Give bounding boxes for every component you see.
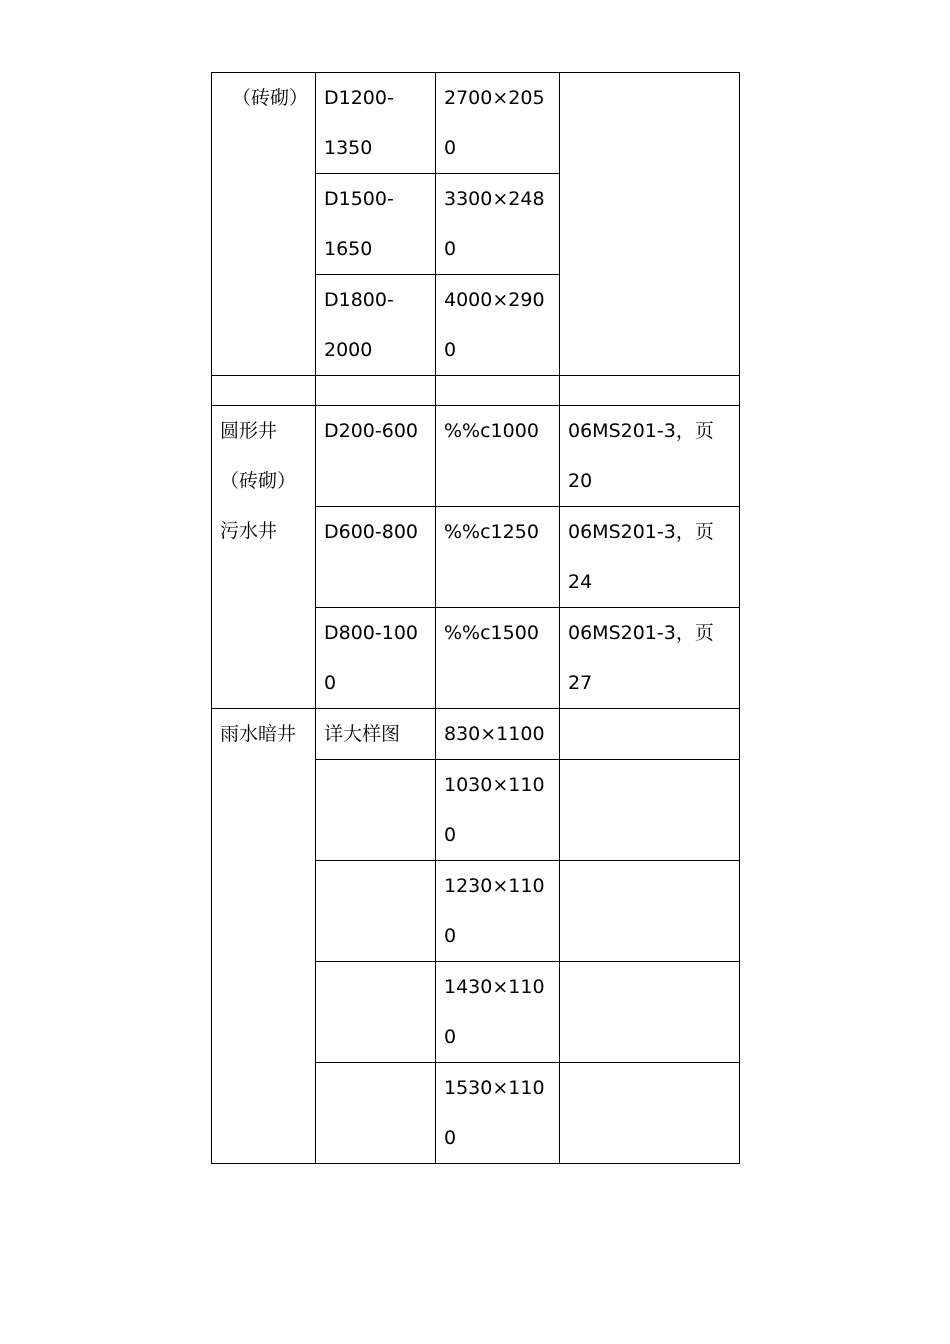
spec-cell — [316, 760, 436, 861]
spec-cell — [316, 174, 436, 275]
size-text: 1430×1100 — [444, 976, 545, 1048]
well-type-cell — [212, 709, 316, 1164]
table-row — [212, 406, 740, 507]
size-cell — [436, 275, 560, 376]
well-type-label: 圆形井 （砖砌） 污水井 — [220, 420, 297, 542]
size-cell — [436, 1063, 560, 1164]
empty-cell — [316, 376, 436, 406]
size-text: %%c1250 — [444, 521, 539, 543]
size-cell — [436, 861, 560, 962]
size-text: 4000×2900 — [444, 289, 545, 361]
reference-cell — [560, 507, 740, 608]
size-text: 830×1100 — [444, 723, 545, 745]
spec-cell — [316, 1063, 436, 1164]
empty-cell — [212, 376, 316, 406]
size-text: %%c1500 — [444, 622, 539, 644]
spec-text: 详大样图 — [324, 723, 401, 745]
reference-cell — [560, 608, 740, 709]
size-cell — [436, 760, 560, 861]
size-cell — [436, 174, 560, 275]
spec-text: D1800- 2000 — [324, 289, 394, 361]
size-text: %%c1000 — [444, 420, 539, 442]
spec-cell — [316, 275, 436, 376]
size-cell — [436, 709, 560, 760]
spec-cell — [316, 406, 436, 507]
spec-text: D1500- 1650 — [324, 188, 394, 260]
spec-text: D1200- 1350 — [324, 87, 394, 159]
table-row — [212, 73, 740, 174]
size-cell — [436, 608, 560, 709]
size-text: 1030×1100 — [444, 774, 545, 846]
reference-text: 06MS201-3，页 20 — [568, 420, 714, 492]
spec-cell — [316, 709, 436, 760]
spec-cell — [316, 608, 436, 709]
reference-text: 06MS201-3，页 24 — [568, 521, 714, 593]
size-cell — [436, 73, 560, 174]
empty-cell — [436, 376, 560, 406]
spec-cell — [316, 507, 436, 608]
well-type-cell — [212, 406, 316, 709]
empty-table-row — [212, 376, 740, 406]
reference-cell — [560, 73, 740, 376]
reference-cell — [560, 709, 740, 760]
spec-cell — [316, 962, 436, 1063]
reference-text: 06MS201-3，页 27 — [568, 622, 714, 694]
size-cell — [436, 507, 560, 608]
reference-cell — [560, 760, 740, 861]
size-text: 3300×2480 — [444, 188, 545, 260]
spec-text: D200-600 — [324, 420, 419, 442]
reference-cell — [560, 861, 740, 962]
size-text: 1230×1100 — [444, 875, 545, 947]
reference-cell — [560, 962, 740, 1063]
well-type-label: 雨水暗井 — [220, 723, 297, 745]
spec-text: D800-1000 — [324, 622, 419, 694]
well-type-cell — [212, 73, 316, 376]
spec-text: D600-800 — [324, 521, 419, 543]
table-row — [212, 709, 740, 760]
empty-cell — [560, 376, 740, 406]
spec-cell — [316, 73, 436, 174]
size-text: 1530×1100 — [444, 1077, 545, 1149]
well-type-label: （砖砌） — [232, 87, 309, 109]
reference-cell — [560, 406, 740, 507]
well-spec-table — [211, 72, 740, 1164]
size-text: 2700×2050 — [444, 87, 545, 159]
size-cell — [436, 406, 560, 507]
reference-cell — [560, 1063, 740, 1164]
spec-cell — [316, 861, 436, 962]
size-cell — [436, 962, 560, 1063]
